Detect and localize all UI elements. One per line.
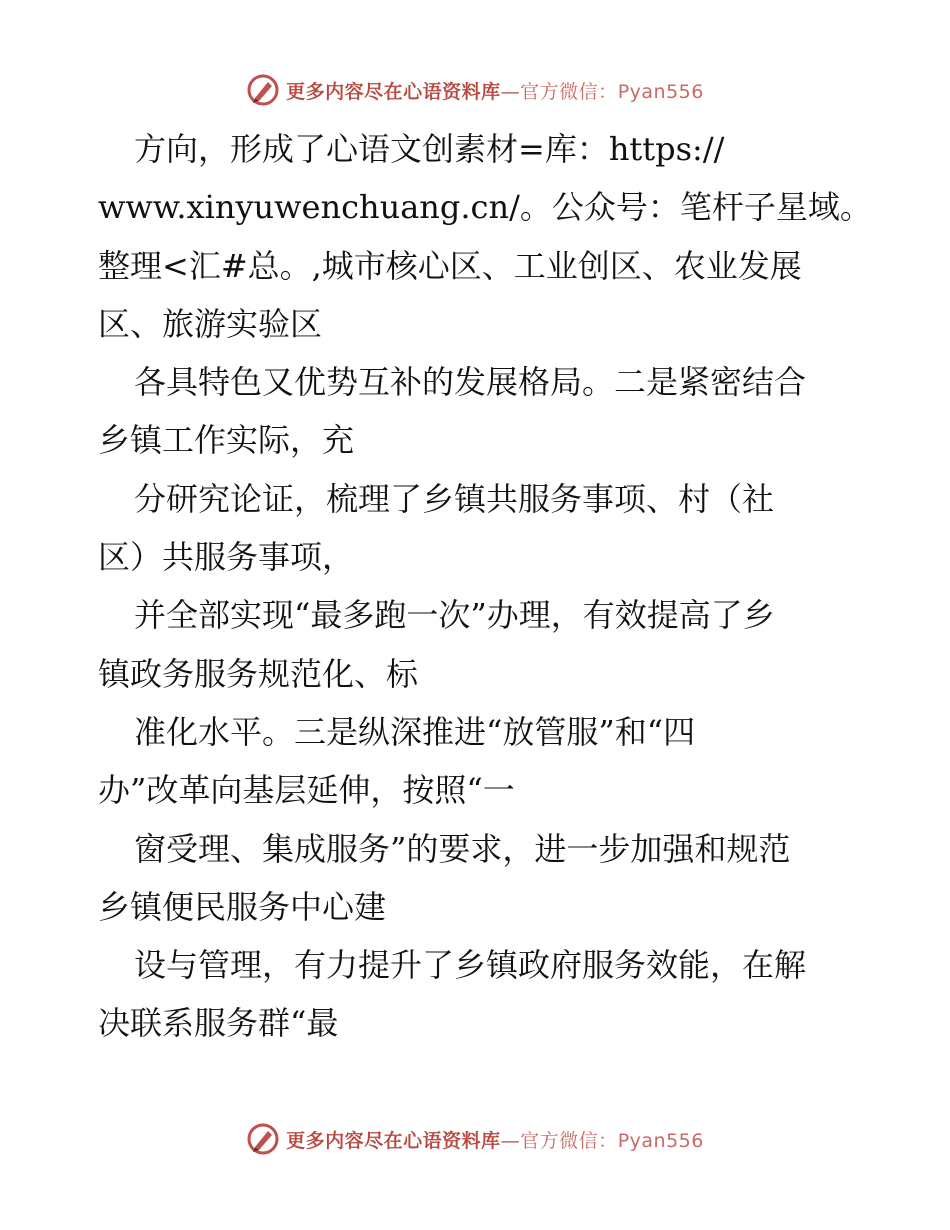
text-line: 并全部实现“最多跑一次”办理，有效提高了乡 [134, 596, 775, 635]
watermark-wechat-label: 官方微信： [520, 80, 618, 103]
text-line: 窗受理、集成服务”的要求，进一步加强和规范 [134, 829, 791, 868]
text-line: 整理<汇#总。,城市核心区、工业创区、农业发展 [98, 246, 802, 285]
watermark-wechat-id: Pyan556 [617, 80, 704, 103]
document-body [98, 120, 872, 1053]
text-line: 各具特色又优势互补的发展格局。二是紧密结合 [134, 363, 807, 402]
text-line: 决联系服务群“最 [98, 1004, 339, 1043]
footer-watermark [0, 1119, 950, 1159]
text-line: www.xinyuwenchuang.cn/。公众号：笔杆子星域。 [98, 188, 872, 227]
text-line: 区、旅游实验区 [98, 304, 323, 343]
text-line: 分研究论证，梳理了乡镇共服务事项、村（社 [134, 479, 775, 518]
pen-logo-icon [246, 1122, 280, 1156]
text-line: 设与管理，有力提升了乡镇政府服务效能，在解 [134, 946, 807, 985]
text-line: 准化水平。三是纵深推进“放管服”和“四 [134, 712, 696, 751]
pen-logo-icon [246, 73, 280, 107]
watermark-site: 更多内容尽在心语资料库 [286, 1129, 501, 1152]
watermark-site: 更多内容尽在心语资料库 [286, 80, 501, 103]
text-line: 乡镇便民服务中心建 [98, 887, 387, 926]
watermark-dash: — [500, 80, 521, 103]
watermark-dash: — [500, 1129, 521, 1152]
watermark-wechat-label: 官方微信： [520, 1129, 618, 1152]
header-watermark [0, 70, 950, 110]
watermark-text [286, 1126, 704, 1153]
watermark-text [286, 77, 704, 104]
text-line: 方向，形成了心语文创素材=库：https:// [134, 130, 725, 168]
text-line: 区）共服务事项， [98, 538, 355, 577]
watermark-wechat-id: Pyan556 [617, 1129, 704, 1152]
text-line: 办”改革向基层延伸，按照“一 [98, 771, 515, 810]
text-line: 镇政务服务规范化、标 [98, 654, 419, 693]
text-line: 乡镇工作实际，充 [98, 421, 355, 460]
